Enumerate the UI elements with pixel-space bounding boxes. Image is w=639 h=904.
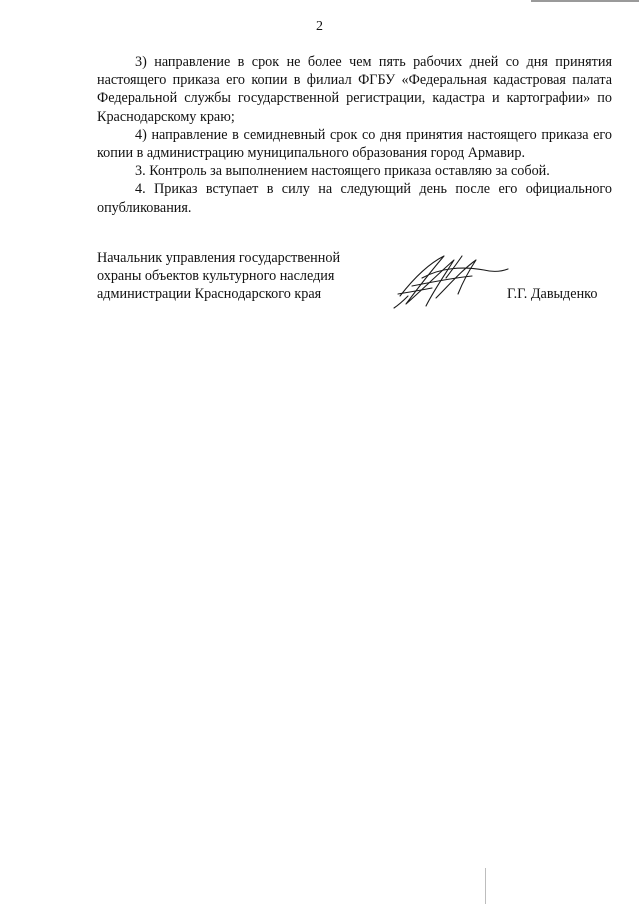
order-body	[97, 53, 612, 217]
paragraph-effective-date: 4. Приказ вступает в силу на следующий день после его официального опубликования.	[97, 181, 612, 216]
signatory-name: Г.Г. Давыденко	[507, 286, 598, 302]
position-line: Начальник управления государственной	[97, 250, 341, 266]
signatory-position	[97, 249, 397, 304]
position-line: охраны объектов культурного наследия	[97, 268, 335, 285]
scan-artifact-line	[485, 868, 486, 904]
page-number: 2	[316, 19, 323, 34]
paragraph-item-4: 4) направление в семидневный срок со дня принятия настоящего приказа его копии в администрацию муниципального образования город Армавир.	[97, 126, 612, 162]
position-line: администрации Краснодарского края	[97, 286, 322, 303]
paragraph-control-clause: 3. Контроль за выполнением настоящего приказа оставляю за собой.	[135, 163, 550, 180]
scan-edge-mark	[531, 0, 639, 2]
handwritten-signature	[392, 248, 512, 312]
paragraph-item-3: 3) направление в срок не более чем пять рабочих дней со дня принятия настоящего приказа его копии в филиал ФГБУ «Федеральная кадастровая палата Федеральной службы государственной регистрации, кадастра и картографии» по Краснодарскому краю;	[97, 54, 612, 125]
